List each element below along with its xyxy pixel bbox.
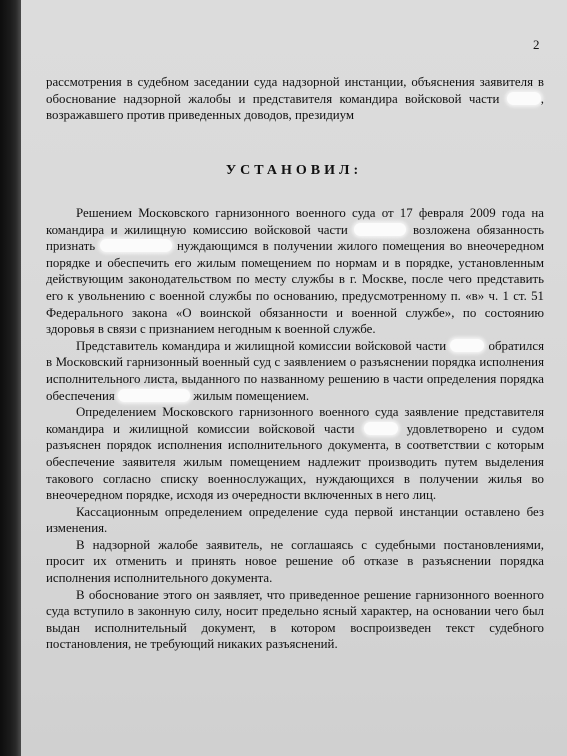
redaction-mark — [364, 422, 398, 435]
paragraph-text: жилым помещением. — [193, 388, 310, 403]
paragraph-text: Представитель командира и жилищной комиссии войсковой части — [76, 338, 447, 353]
intro-text-1: рассмотрения в судебном заседании суда надзорной инстанции, объяснения заявителя в обоснование надзорной жалобы и представителя командира войсковой части — [46, 75, 544, 106]
paragraph-cassation: Кассационным определением определение суда первой инстанции оставлено без изменения. — [46, 504, 544, 536]
paragraph-text: Решением Московского гарнизонного военного суда от 17 февраля 2009 года на командира и жилищную комиссию войсковой части — [46, 206, 544, 237]
paragraph-argument: В обоснование этого он заявляет, что приведенное решение гарнизонного военного суда вступило в законную силу, носит предельно ясный характер, на основании чего был выдан исполнительный документ, в котором воспроизведен текст судебного постановления, не требующий никаких разъяснений. — [46, 587, 544, 652]
paragraph-decision — [46, 205, 544, 338]
redaction-mark — [450, 339, 484, 352]
document-page — [21, 0, 567, 756]
paragraph-complaint: В надзорной жалобе заявитель, не соглашаясь с судебными постановлениями, просит их отменить и принять новое решение об отказе в разъяснении порядка исполнения исполнительного документа. — [46, 537, 544, 586]
intro-paragraph — [46, 74, 544, 124]
redaction-mark — [118, 389, 190, 402]
section-heading: УСТАНОВИЛ: — [225, 163, 363, 178]
paragraph-text: удовлетворено и судом разъяснен порядок исполнения исполнительного документа, в соответствии с которым обеспечение заявителя жилым помещением надлежит производить путем выделения такового согласно списку военнослужащих, нуждающихся в получении жилья во внеочередном порядке, исходя из очередности включенных в него лиц. — [46, 421, 544, 503]
intro-text-2: , возражавшего против приведенных доводов, президиум — [46, 91, 544, 123]
paragraph-ruling — [46, 404, 544, 504]
paragraph-text: обратился в Московский гарнизонный военный суд с заявлением о разъяснении порядка исполнения исполнительного листа, выданного по названному решению в части определения порядка обеспечения — [46, 338, 544, 403]
redaction-mark — [100, 239, 172, 252]
document-body — [46, 205, 544, 653]
redaction-mark — [507, 92, 541, 105]
paragraph-text: Определением Московского гарнизонного военного суда заявление представителя командира и жилищной комиссии войсковой части — [46, 405, 544, 436]
paragraph-application — [46, 338, 544, 404]
page-number: 2 — [533, 37, 540, 52]
paragraph-text: нуждающимся в получении жилого помещения во внеочередном порядке и обеспечить его жилым помещением по нормам и в порядке, установленным действующим законодательством по месту службы в г. Москве, после чего представить его к увольнению с военной службы по основанию, предусмотренному п. «в» ч. 1 ст. 51 Федерального закона «О воинской обязанности и военной службе», по состоянию здоровья в связи с признанием негодным к военной службе. — [46, 239, 544, 337]
redaction-mark — [354, 223, 406, 236]
paragraph-text: возложена обязанность признать — [46, 222, 545, 254]
